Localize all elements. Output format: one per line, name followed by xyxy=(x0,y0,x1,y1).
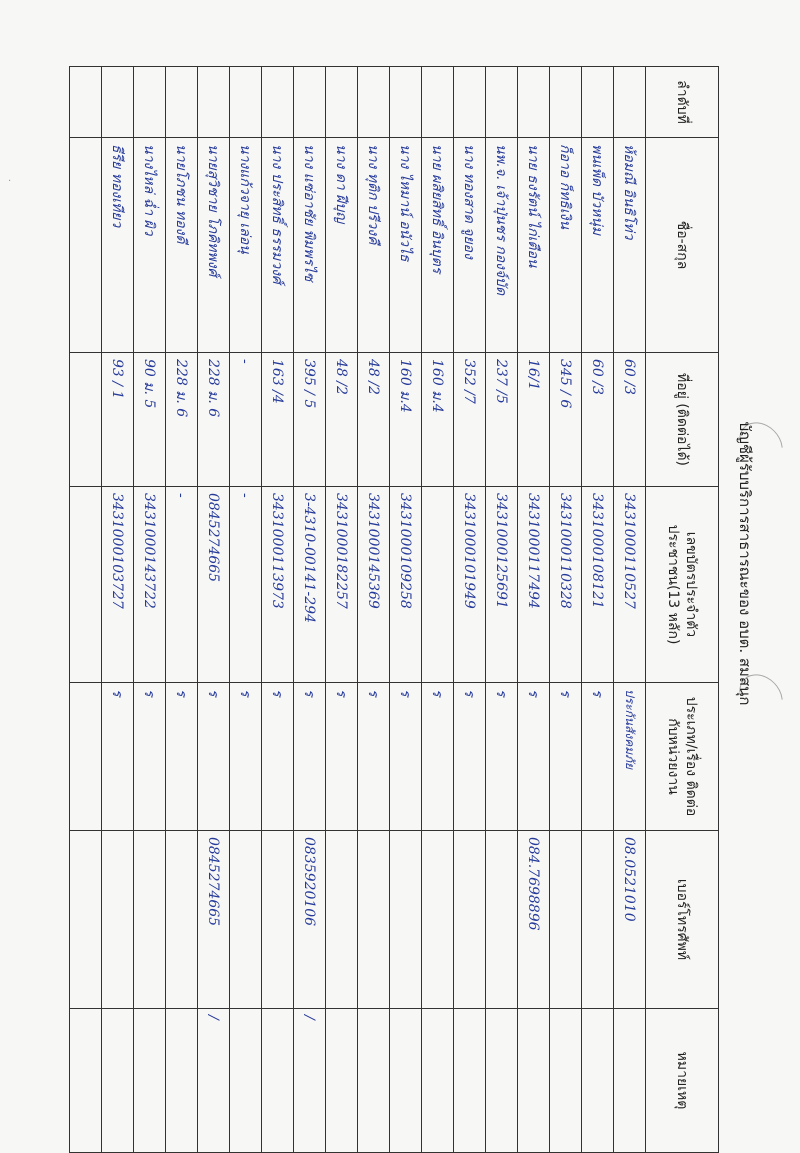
cell-name: นาง ทองสาด จูยอง xyxy=(454,138,486,353)
cell-name: พนเพ็ด บัวหนุ่ม xyxy=(582,138,614,353)
cell-id-number: 3431000117494 xyxy=(518,487,550,683)
cell-id-number: 3431000125691 xyxy=(486,487,518,683)
cell-name: นายโภชน ทองดี xyxy=(166,138,198,353)
cell-id-number: 3431000109258 xyxy=(390,487,422,683)
table-row xyxy=(390,67,422,1153)
table-row xyxy=(294,67,326,1153)
cell-service-type: ร xyxy=(390,683,422,831)
cell-phone xyxy=(134,831,166,1009)
cell-number xyxy=(422,67,454,138)
cell-number xyxy=(294,67,326,138)
cell-number xyxy=(582,67,614,138)
table-row xyxy=(454,67,486,1153)
cell-service-type: ร xyxy=(294,683,326,831)
service-register-table xyxy=(69,66,719,1153)
cell-name: นางไหล่ ฉ่ำ ผิว xyxy=(134,138,166,353)
header-remark: หมายเหตุ xyxy=(646,1009,719,1153)
cell-number xyxy=(518,67,550,138)
cell-remark xyxy=(422,1009,454,1153)
cell-service-type: ร xyxy=(582,683,614,831)
cell-address: 395 / 5 xyxy=(294,353,326,487)
header-phone: เบอร์โทรศัพท์ xyxy=(646,831,719,1009)
cell-service-type: ร xyxy=(230,683,262,831)
cell-number xyxy=(102,67,134,138)
cell-phone xyxy=(262,831,294,1009)
cell-phone xyxy=(422,831,454,1009)
cell-remark xyxy=(550,1009,582,1153)
cell-phone xyxy=(454,831,486,1009)
cell-remark xyxy=(70,1009,102,1153)
cell-id-number: - xyxy=(230,487,262,683)
cell-phone xyxy=(390,831,422,1009)
cell-address: 345 / 6 xyxy=(550,353,582,487)
cell-remark xyxy=(166,1009,198,1153)
cell-name: นาง แซ่อาชัย พิมพรไซ xyxy=(294,138,326,353)
table-row xyxy=(358,67,390,1153)
cell-service-type xyxy=(70,683,102,831)
cell-id-number: 3431000103727 xyxy=(102,487,134,683)
cell-name: นพ.จ. เจ้าปุ่นชร กองจ์บัด xyxy=(486,138,518,353)
cell-address xyxy=(70,353,102,487)
table-row xyxy=(614,67,646,1153)
table-row xyxy=(70,67,102,1153)
cell-id-number xyxy=(70,487,102,683)
cell-remark xyxy=(326,1009,358,1153)
cell-number xyxy=(166,67,198,138)
cell-id-number: 3431000143722 xyxy=(134,487,166,683)
cell-address: 228 ม. 6 xyxy=(198,353,230,487)
header-id-number: เลขบัตรประจำตัวประชาชน(13 หลัก) xyxy=(646,487,719,683)
cell-name: นาง ทุติก ปรีวงคื xyxy=(358,138,390,353)
cell-address: 93 / 1 xyxy=(102,353,134,487)
cell-number xyxy=(486,67,518,138)
table-row xyxy=(198,67,230,1153)
cell-id-number xyxy=(422,487,454,683)
cell-id-number: 3-4310-00141-294 xyxy=(294,487,326,683)
cell-name: ธีรีย ทองเทียว xyxy=(102,138,134,353)
cell-address: 237 /5 xyxy=(486,353,518,487)
cell-address: 90 ม. 5 xyxy=(134,353,166,487)
cell-service-type: ร xyxy=(454,683,486,831)
cell-remark xyxy=(614,1009,646,1153)
cell-id-number: 3431000113973 xyxy=(262,487,294,683)
table-row xyxy=(102,67,134,1153)
cell-number xyxy=(326,67,358,138)
cell-phone xyxy=(166,831,198,1009)
table-row xyxy=(422,67,454,1153)
cell-number xyxy=(262,67,294,138)
cell-phone: 0845274665 xyxy=(198,831,230,1009)
cell-phone xyxy=(70,831,102,1009)
cell-number xyxy=(134,67,166,138)
cell-remark xyxy=(518,1009,550,1153)
table-row xyxy=(134,67,166,1153)
cell-phone xyxy=(326,831,358,1009)
cell-address: 352 /7 xyxy=(454,353,486,487)
cell-address: 163 /4 xyxy=(262,353,294,487)
cell-address: 48 /2 xyxy=(358,353,390,487)
cell-name: ห้อมณี อินธิโท่ว xyxy=(614,138,646,353)
cell-id-number: 3431000108121 xyxy=(582,487,614,683)
cell-service-type: ร xyxy=(166,683,198,831)
cell-address: 60 /3 xyxy=(582,353,614,487)
cell-remark xyxy=(358,1009,390,1153)
cell-address: 228 ม. 6 xyxy=(166,353,198,487)
cell-remark xyxy=(230,1009,262,1153)
table-row xyxy=(486,67,518,1153)
cell-name: นาย ธงรัตน์ ไก่เตือน xyxy=(518,138,550,353)
cell-service-type: ประกันสังคมภัย xyxy=(614,683,646,831)
table-row xyxy=(262,67,294,1153)
cell-remark xyxy=(102,1009,134,1153)
cell-service-type: ร xyxy=(102,683,134,831)
table-row xyxy=(326,67,358,1153)
cell-phone xyxy=(230,831,262,1009)
table-row xyxy=(550,67,582,1153)
cell-id-number: 0845274665 xyxy=(198,487,230,683)
cell-name: นาง ประสิทธิ์ ธรรมวงศ์ xyxy=(262,138,294,353)
cell-number xyxy=(70,67,102,138)
cell-service-type: ร xyxy=(358,683,390,831)
cell-remark: / xyxy=(294,1009,326,1153)
cell-remark xyxy=(486,1009,518,1153)
table-row xyxy=(230,67,262,1153)
cell-service-type: ร xyxy=(326,683,358,831)
cell-number xyxy=(454,67,486,138)
cell-number xyxy=(550,67,582,138)
cell-service-type: ร xyxy=(198,683,230,831)
cell-phone xyxy=(550,831,582,1009)
header-number: ลำดับที่ xyxy=(646,67,719,138)
cell-remark xyxy=(390,1009,422,1153)
scan-speck: · xyxy=(8,176,12,187)
table-row xyxy=(518,67,550,1153)
cell-number xyxy=(390,67,422,138)
cell-address: 160 ม.4 xyxy=(390,353,422,487)
cell-remark xyxy=(134,1009,166,1153)
cell-name: นาย ผสิยสิทธิ์ อินบุตร xyxy=(422,138,454,353)
cell-name xyxy=(70,138,102,353)
cell-id-number: 3431000110527 xyxy=(614,487,646,683)
rotated-form xyxy=(91,66,771,1110)
cell-number xyxy=(614,67,646,138)
cell-id-number: 3431000182257 xyxy=(326,487,358,683)
cell-phone: 0835920106 xyxy=(294,831,326,1009)
cell-remark xyxy=(262,1009,294,1153)
cell-service-type: ร xyxy=(134,683,166,831)
cell-address: 16/1 xyxy=(518,353,550,487)
cell-address: 60 /3 xyxy=(614,353,646,487)
header-name: ชื่อ-สกุล xyxy=(646,138,719,353)
cell-service-type: ร xyxy=(518,683,550,831)
cell-remark: / xyxy=(198,1009,230,1153)
cell-address: - xyxy=(230,353,262,487)
cell-remark xyxy=(454,1009,486,1153)
cell-phone: 08.0521010 xyxy=(614,831,646,1009)
cell-service-type: ร xyxy=(262,683,294,831)
cell-phone xyxy=(358,831,390,1009)
table-row xyxy=(166,67,198,1153)
cell-id-number: 3431000110328 xyxy=(550,487,582,683)
cell-id-number: - xyxy=(166,487,198,683)
table-row xyxy=(582,67,614,1153)
cell-name: นายสุวิชาย โภคิทพงศ์ xyxy=(198,138,230,353)
cell-id-number: 3431000101949 xyxy=(454,487,486,683)
cell-service-type: ร xyxy=(550,683,582,831)
cell-address: 160 ม.4 xyxy=(422,353,454,487)
cell-service-type: ร xyxy=(486,683,518,831)
cell-phone: 084.7698896 xyxy=(518,831,550,1009)
header-address: ที่อยู่ (ติดต่อได้) xyxy=(646,353,719,487)
cell-number xyxy=(358,67,390,138)
cell-address: 48 /2 xyxy=(326,353,358,487)
cell-name: นางแก้วจายุ เล่อนุ xyxy=(230,138,262,353)
form-title xyxy=(719,66,771,1061)
cell-phone xyxy=(486,831,518,1009)
cell-number xyxy=(198,67,230,138)
cell-name: ก็อาอ ก็ทธิเงิน xyxy=(550,138,582,353)
cell-phone xyxy=(582,831,614,1009)
cell-id-number: 3431000145369 xyxy=(358,487,390,683)
cell-name: นาง ไหมาน์ อนัวไธ xyxy=(390,138,422,353)
cell-number xyxy=(230,67,262,138)
form-title-text: บัญชีผู้รับบริการสาธารณะของ อบต. สมสนุก xyxy=(736,421,754,706)
cell-service-type: ร xyxy=(422,683,454,831)
cell-remark xyxy=(582,1009,614,1153)
header-service-type: ประเภท/เรื่อง ติดต่อกับหน่วยงาน xyxy=(646,683,719,831)
cell-phone xyxy=(102,831,134,1009)
table-header-row xyxy=(646,67,719,1153)
cell-name: นาง ดา ฝีบุญ xyxy=(326,138,358,353)
